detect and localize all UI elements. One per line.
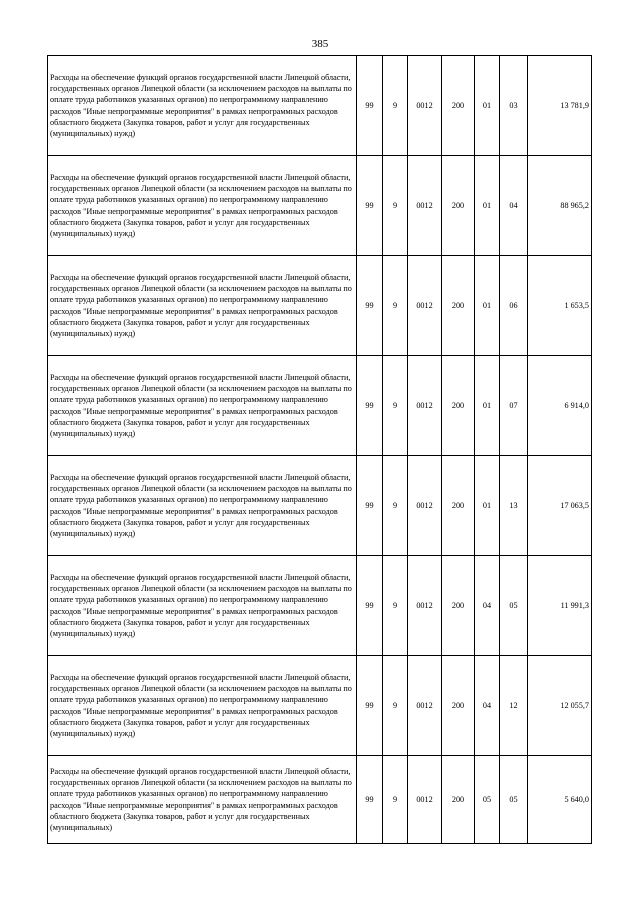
- table-row: [48, 756, 592, 844]
- row-code-4: 200: [442, 156, 475, 256]
- budget-table: [47, 55, 592, 844]
- row-code-6: 07: [500, 356, 528, 456]
- table-row: [48, 456, 592, 556]
- row-code-2: 9: [383, 456, 408, 556]
- row-code-3: 0012: [408, 256, 442, 356]
- row-code-2: 9: [383, 756, 408, 844]
- row-code-6: 12: [500, 656, 528, 756]
- row-code-5: 04: [475, 656, 500, 756]
- row-code-5: 04: [475, 556, 500, 656]
- row-code-5: 01: [475, 356, 500, 456]
- row-amount: 88 965,2: [528, 156, 592, 256]
- row-description: Расходы на обеспечение функций органов государственной власти Липецкой области, государственных органов Липецкой области (за исключением расходов на выплаты по оплате труда работников указанных органов) по непрограммному направлению расходов "Иные непрограммные мероприятия" в рамках непрограммных расходов областного бюджета (Закупка товаров, работ и услуг для государственных (муниципальных) нужд): [48, 156, 357, 256]
- row-code-1: 99: [357, 156, 383, 256]
- row-code-5: 01: [475, 56, 500, 156]
- table-row: [48, 256, 592, 356]
- page-number: 385: [311, 38, 329, 50]
- row-code-4: 200: [442, 756, 475, 844]
- row-amount: 12 055,7: [528, 656, 592, 756]
- table-row: [48, 56, 592, 156]
- table-row: [48, 156, 592, 256]
- row-amount: 13 781,9: [528, 56, 592, 156]
- row-code-4: 200: [442, 56, 475, 156]
- row-description: Расходы на обеспечение функций органов государственной власти Липецкой области, государственных органов Липецкой области (за исключением расходов на выплаты по оплате труда работников указанных органов) по непрограммному направлению расходов "Иные непрограммные мероприятия" в рамках непрограммных расходов областного бюджета (Закупка товаров, работ и услуг для государственных (муниципальных) нужд): [48, 656, 357, 756]
- row-code-4: 200: [442, 256, 475, 356]
- row-code-1: 99: [357, 756, 383, 844]
- row-code-6: 06: [500, 256, 528, 356]
- row-code-3: 0012: [408, 756, 442, 844]
- row-code-2: 9: [383, 656, 408, 756]
- row-code-2: 9: [383, 356, 408, 456]
- row-description: Расходы на обеспечение функций органов государственной власти Липецкой области, государственных органов Липецкой области (за исключением расходов на выплаты по оплате труда работников указанных органов) по непрограммному направлению расходов "Иные непрограммные мероприятия" в рамках непрограммных расходов областного бюджета (Закупка товаров, работ и услуг для государственных (муниципальных) нужд): [48, 56, 357, 156]
- row-code-2: 9: [383, 556, 408, 656]
- row-code-6: 05: [500, 756, 528, 844]
- row-code-3: 0012: [408, 156, 442, 256]
- row-code-1: 99: [357, 456, 383, 556]
- row-description: Расходы на обеспечение функций органов государственной власти Липецкой области, государственных органов Липецкой области (за исключением расходов на выплаты по оплате труда работников указанных органов) по непрограммному направлению расходов "Иные непрограммные мероприятия" в рамках непрограммных расходов областного бюджета (Закупка товаров, работ и услуг для государственных (муниципальных) нужд): [48, 556, 357, 656]
- row-code-3: 0012: [408, 656, 442, 756]
- row-code-5: 05: [475, 756, 500, 844]
- row-code-2: 9: [383, 256, 408, 356]
- row-description: Расходы на обеспечение функций органов государственной власти Липецкой области, государственных органов Липецкой области (за исключением расходов на выплаты по оплате труда работников указанных органов) по непрограммному направлению расходов "Иные непрограммные мероприятия" в рамках непрограммных расходов областного бюджета (Закупка товаров, работ и услуг для государственных (муниципальных) нужд): [48, 456, 357, 556]
- row-code-1: 99: [357, 256, 383, 356]
- row-code-5: 01: [475, 156, 500, 256]
- row-code-3: 0012: [408, 56, 442, 156]
- row-code-3: 0012: [408, 556, 442, 656]
- row-code-4: 200: [442, 556, 475, 656]
- row-code-1: 99: [357, 356, 383, 456]
- row-code-5: 01: [475, 256, 500, 356]
- row-amount: 6 914,0: [528, 356, 592, 456]
- table-row: [48, 356, 592, 456]
- row-code-3: 0012: [408, 456, 442, 556]
- table-row: [48, 556, 592, 656]
- table-row: [48, 656, 592, 756]
- row-description: Расходы на обеспечение функций органов государственной власти Липецкой области, государственных органов Липецкой области (за исключением расходов на выплаты по оплате труда работников указанных органов) по непрограммному направлению расходов "Иные непрограммные мероприятия" в рамках непрограммных расходов областного бюджета (Закупка товаров, работ и услуг для государственных (муниципальных): [48, 756, 357, 844]
- row-code-2: 9: [383, 156, 408, 256]
- row-description: Расходы на обеспечение функций органов государственной власти Липецкой области, государственных органов Липецкой области (за исключением расходов на выплаты по оплате труда работников указанных органов) по непрограммному направлению расходов "Иные непрограммные мероприятия" в рамках непрограммных расходов областного бюджета (Закупка товаров, работ и услуг для государственных (муниципальных) нужд): [48, 356, 357, 456]
- row-code-4: 200: [442, 356, 475, 456]
- row-code-4: 200: [442, 656, 475, 756]
- row-code-6: 04: [500, 156, 528, 256]
- row-amount: 17 063,5: [528, 456, 592, 556]
- row-code-6: 05: [500, 556, 528, 656]
- row-code-5: 01: [475, 456, 500, 556]
- row-code-1: 99: [357, 56, 383, 156]
- row-amount: 5 640,0: [528, 756, 592, 844]
- row-description: Расходы на обеспечение функций органов государственной власти Липецкой области, государственных органов Липецкой области (за исключением расходов на выплаты по оплате труда работников указанных органов) по непрограммному направлению расходов "Иные непрограммные мероприятия" в рамках непрограммных расходов областного бюджета (Закупка товаров, работ и услуг для государственных (муниципальных) нужд): [48, 256, 357, 356]
- row-code-1: 99: [357, 556, 383, 656]
- row-code-3: 0012: [408, 356, 442, 456]
- row-code-4: 200: [442, 456, 475, 556]
- row-code-1: 99: [357, 656, 383, 756]
- row-code-6: 03: [500, 56, 528, 156]
- row-amount: 1 653,5: [528, 256, 592, 356]
- row-code-6: 13: [500, 456, 528, 556]
- row-code-2: 9: [383, 56, 408, 156]
- row-amount: 11 991,3: [528, 556, 592, 656]
